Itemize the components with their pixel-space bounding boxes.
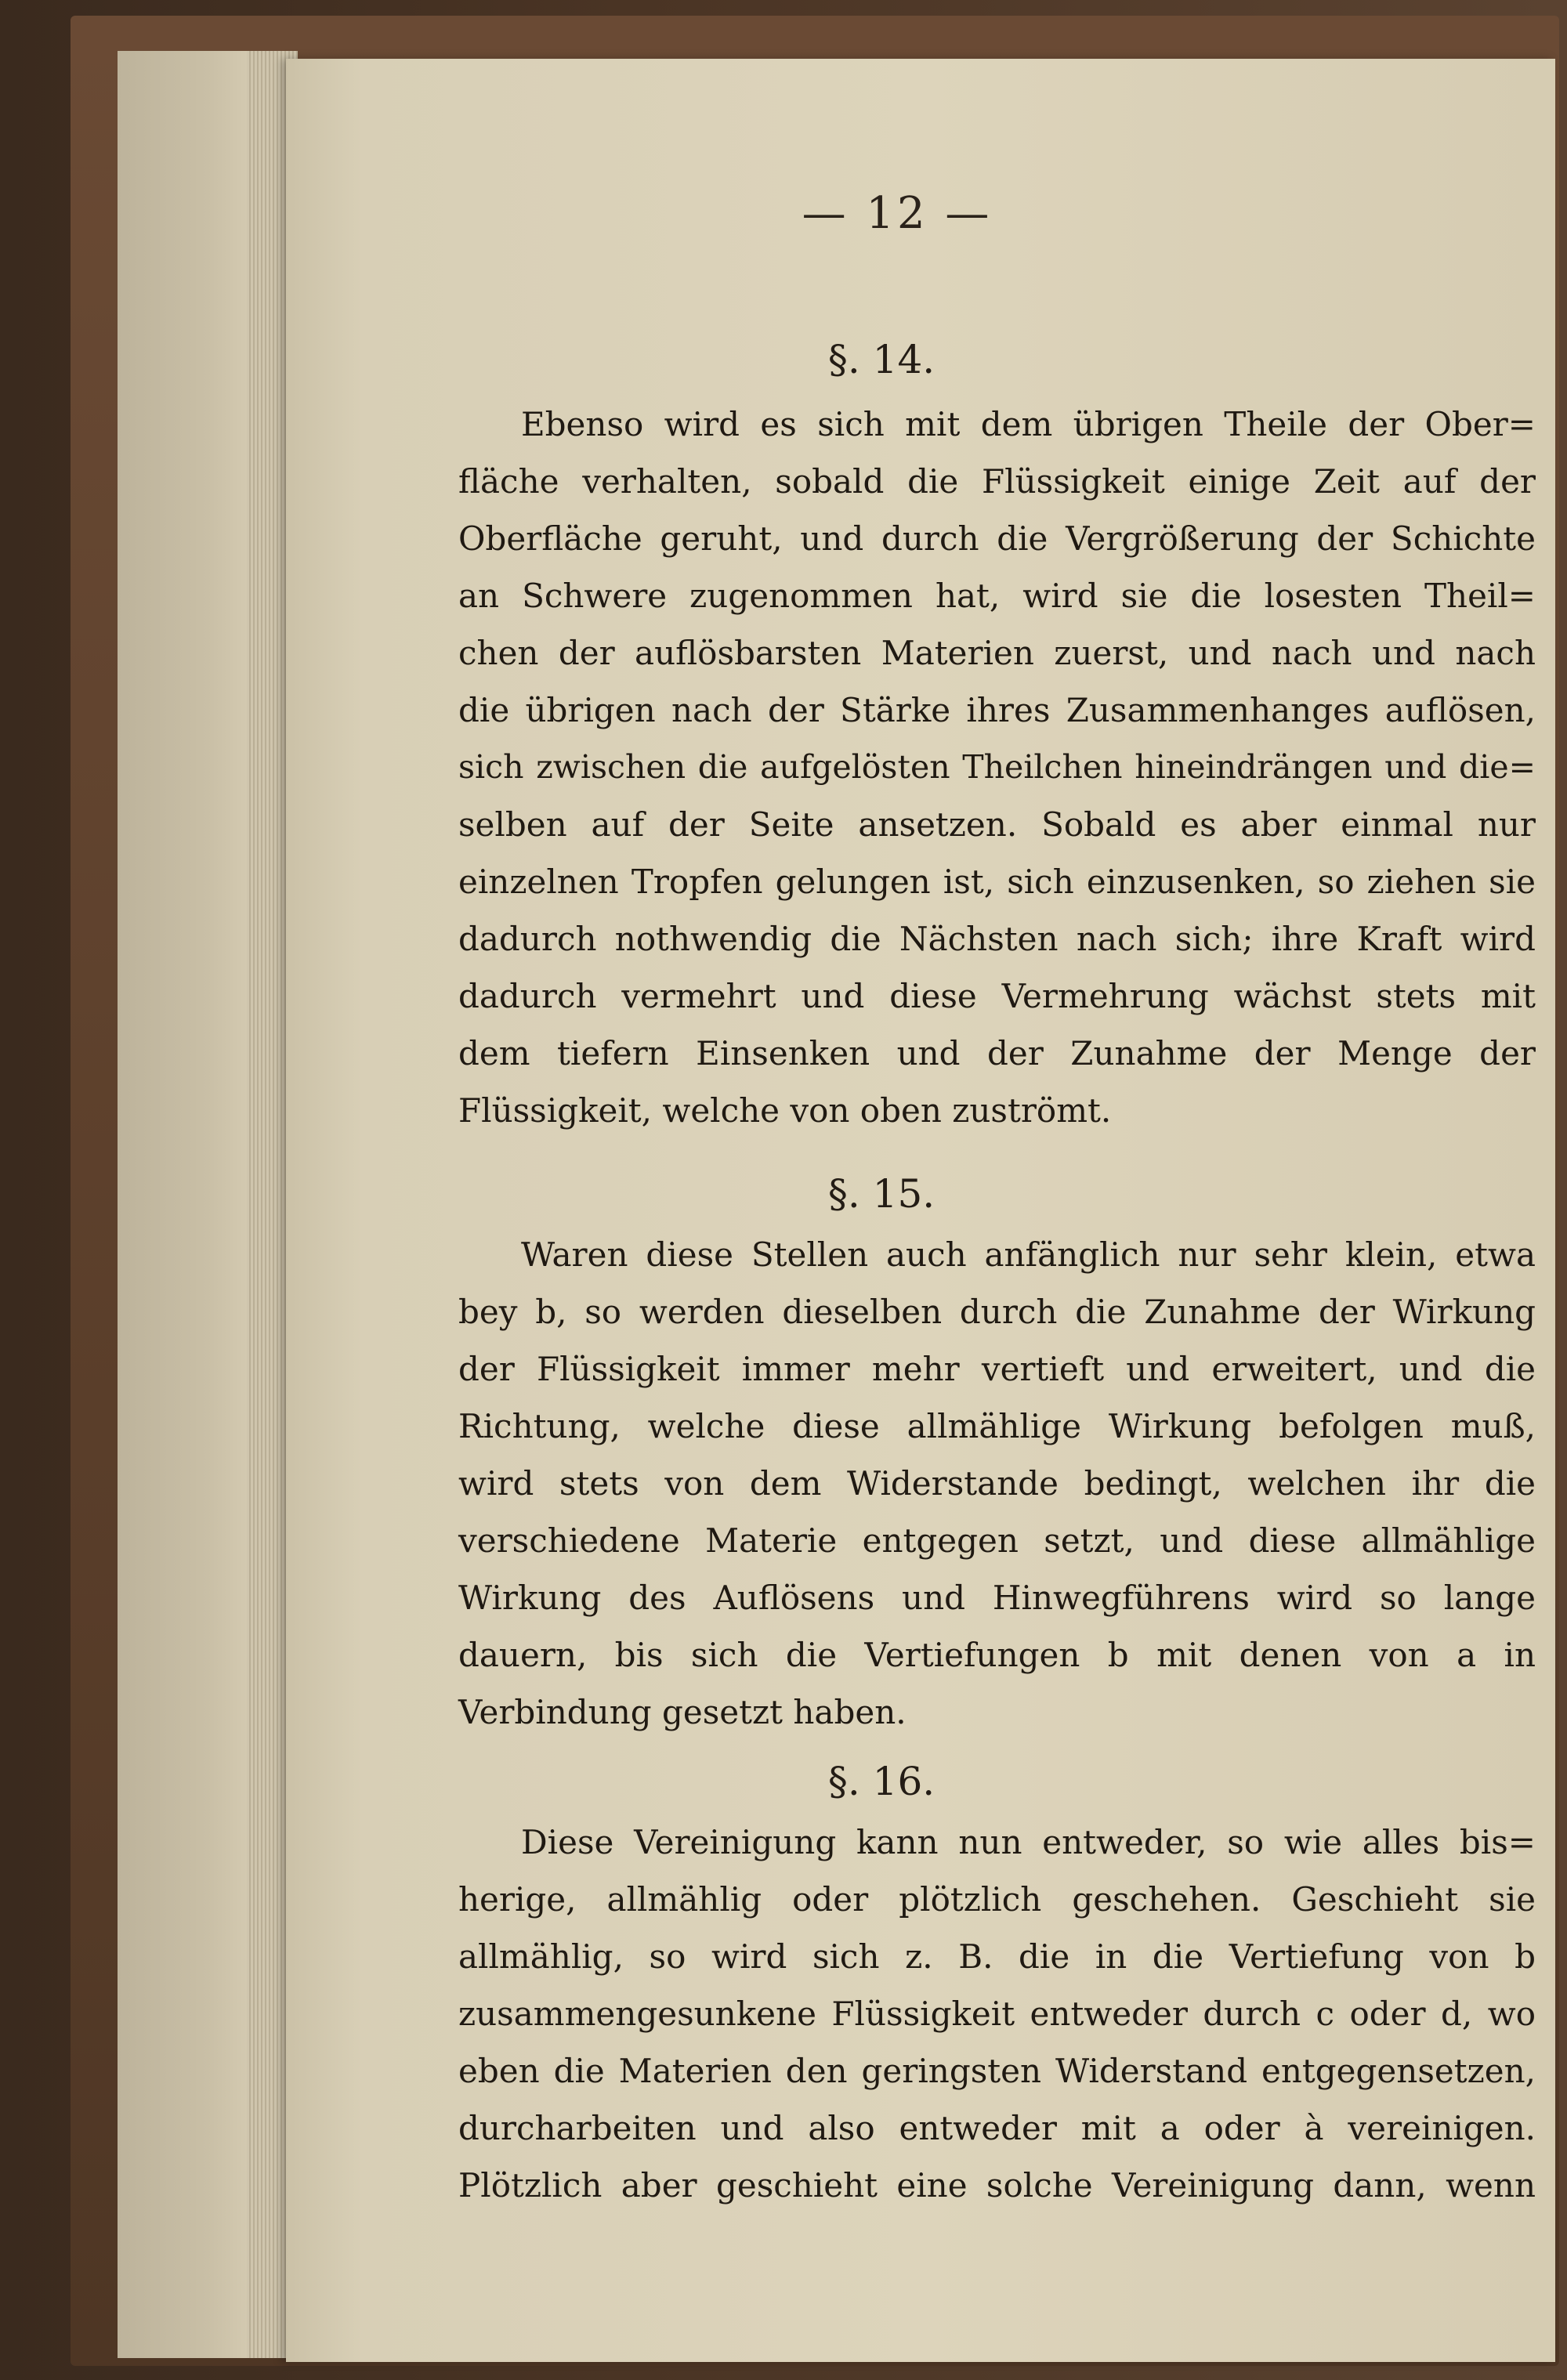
text-line: einzelnen Tropfen gelungen ist, sich einzusenken, so ziehen sie — [458, 863, 1536, 901]
text-line: fläche verhalten, sobald die Flüssigkeit einige Zeit auf der — [458, 462, 1536, 501]
section-heading-15: §. 15. — [827, 1171, 935, 1217]
text-line: Verbindung gesetzt haben. — [458, 1693, 907, 1731]
text-line: Wirkung des Auflösens und Hinwegführens wird so lange — [458, 1579, 1536, 1617]
text-line: die übrigen nach der Stärke ihres Zusammenhanges auflösen, — [458, 691, 1536, 729]
text-line: Richtung, welche diese allmählige Wirkung befolgen muß, — [458, 1407, 1536, 1445]
paragraph-15 — [458, 1226, 1536, 1741]
text-line: dadurch nothwendig die Nächsten nach sich; ihre Kraft wird — [458, 920, 1536, 958]
text-line: durcharbeiten und also entweder mit a oder à vereinigen. — [458, 2109, 1536, 2147]
text-line: allmählig, so wird sich z. B. die in die Vertiefung von b — [458, 1937, 1536, 1976]
text-line: zusammengesunkene Flüssigkeit entweder durch c oder d, wo — [458, 1995, 1536, 2033]
text-line: wird stets von dem Widerstande bedingt, welchen ihr die — [458, 1464, 1536, 1503]
text-line: dauern, bis sich die Vertiefungen b mit denen von a in — [458, 1636, 1536, 1674]
text-line: Plötzlich aber geschieht eine solche Vereinigung dann, wenn — [458, 2166, 1536, 2205]
left-page-leaf — [118, 51, 247, 2358]
text-line: chen der auflösbarsten Materien zuerst, und nach und nach — [458, 634, 1536, 672]
section-heading-14: §. 14. — [827, 337, 935, 382]
text-line: Oberfläche geruht, und durch die Vergrößerung der Schichte — [458, 519, 1536, 558]
text-line: dadurch vermehrt und diese Vermehrung wächst stets mit — [458, 977, 1536, 1015]
section-heading-16: §. 16. — [827, 1759, 935, 1804]
text-line: an Schwere zugenommen hat, wird sie die losesten Theil= — [458, 577, 1536, 615]
paragraph-16 — [458, 1814, 1536, 2214]
page-number: — 12 — — [802, 188, 993, 239]
text-line: Ebenso wird es sich mit dem übrigen Theile der Ober= — [521, 405, 1536, 443]
text-line: dem tiefern Einsenken und der Zunahme der Menge der — [458, 1034, 1536, 1072]
text-line: Flüssigkeit, welche von oben zuströmt. — [458, 1091, 1112, 1130]
text-line: bey b, so werden dieselben durch die Zunahme der Wirkung — [458, 1293, 1536, 1331]
text-line: sich zwischen die aufgelösten Theilchen hineindrängen und die= — [458, 748, 1536, 786]
text-line: eben die Materien den geringsten Widerstand entgegensetzen, — [458, 2052, 1536, 2090]
text-line: der Flüssigkeit immer mehr vertieft und erweitert, und die — [458, 1350, 1536, 1388]
text-line: verschiedene Materie entgegen setzt, und diese allmählige — [458, 1521, 1536, 1560]
paragraph-14 — [458, 396, 1536, 1139]
page — [286, 59, 1555, 2362]
text-line: herige, allmählig oder plötzlich geschehen. Geschieht sie — [458, 1880, 1536, 1919]
text-line: Waren diese Stellen auch anfänglich nur sehr klein, etwa — [521, 1235, 1536, 1274]
text-line: Diese Vereinigung kann nun entweder, so wie alles bis= — [521, 1823, 1536, 1861]
text-line: selben auf der Seite ansetzen. Sobald es aber einmal nur — [458, 805, 1536, 844]
